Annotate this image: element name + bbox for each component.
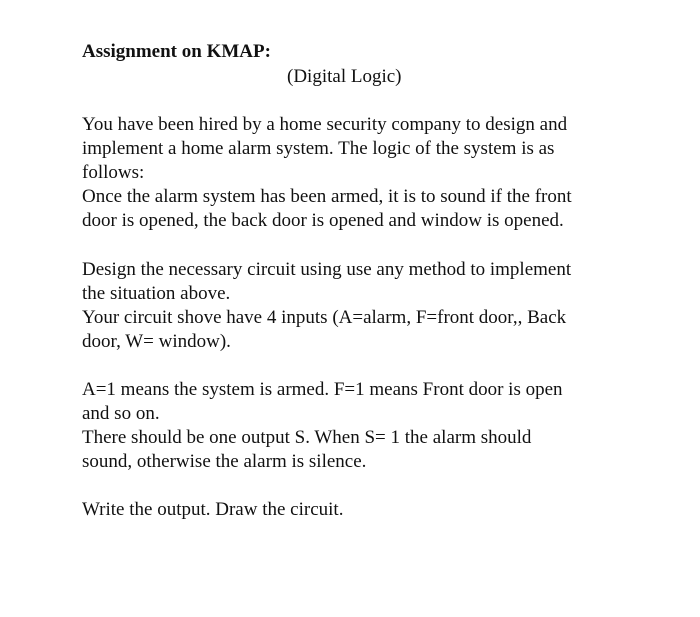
paragraph-3-line-2: and so on. <box>82 403 160 424</box>
paragraph-3-line-3: There should be one output S. When S= 1 the alarm should <box>82 427 532 448</box>
paragraph-2-line-2: the situation above. <box>82 283 231 304</box>
paragraph-1-line-5: door is opened, the back door is opened and window is opened. <box>82 210 564 231</box>
assignment-subtitle: (Digital Logic) <box>287 66 402 87</box>
paragraph-1-line-3: follows: <box>82 162 145 183</box>
paragraph-2-line-4: door, W= window). <box>82 331 231 352</box>
paragraph-1-line-4: Once the alarm system has been armed, it is to sound if the front <box>82 186 572 207</box>
paragraph-1-line-1: You have been hired by a home security company to design and <box>82 114 568 135</box>
paragraph-2-line-3: Your circuit shove have 4 inputs (A=alarm, F=front door,, Back <box>82 307 567 328</box>
paragraph-4-line-1: Write the output. Draw the circuit. <box>82 499 344 520</box>
assignment-title: Assignment on KMAP: <box>82 41 271 62</box>
paragraph-3-line-1: A=1 means the system is armed. F=1 means Front door is open <box>82 379 563 400</box>
paragraph-3-line-4: sound, otherwise the alarm is silence. <box>82 451 367 472</box>
paragraph-1-line-2: implement a home alarm system. The logic of the system is as <box>82 138 555 159</box>
paragraph-2-line-1: Design the necessary circuit using use any method to implement <box>82 259 572 280</box>
